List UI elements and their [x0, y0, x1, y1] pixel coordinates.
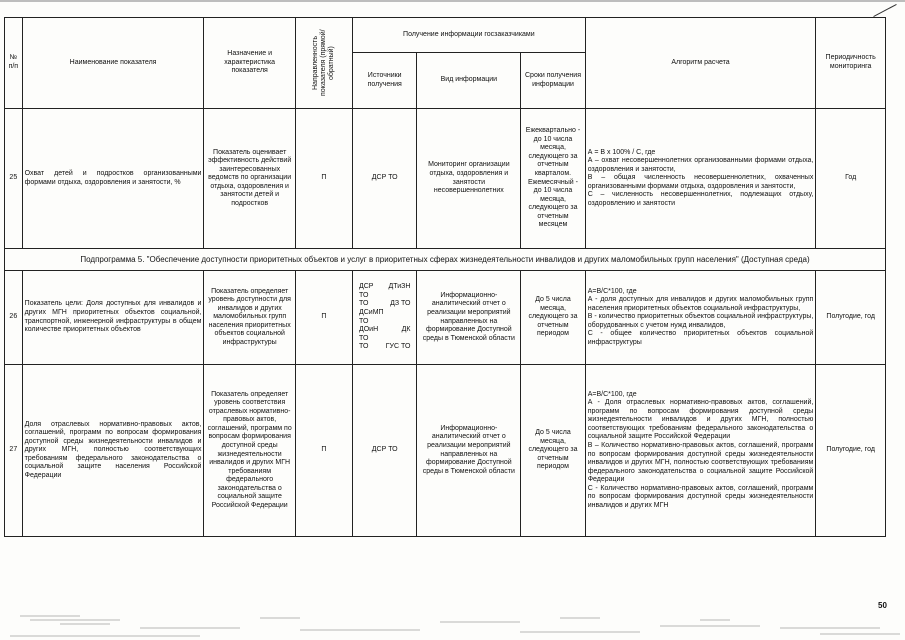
algorithm-line: А – охват несовершеннолетних организованными формами отдыха, оздоровления и занятости,	[587, 157, 814, 173]
info-sources: ДСР ТО	[353, 365, 417, 537]
scan-top-edge	[0, 0, 905, 2]
info-deadlines: До 5 числа месяца, следующего за отчетным периодом	[521, 365, 585, 537]
source-entry: ТО	[359, 343, 369, 351]
section-row	[5, 249, 886, 271]
source-entry	[386, 309, 411, 326]
source-entry: ДСиМП ТО	[359, 308, 384, 325]
source-entry: ДОиН ТО	[359, 326, 379, 342]
header-num: № п/п	[5, 18, 23, 109]
algorithm-line: А = В х 100% / С, где	[587, 148, 656, 156]
algorithm-cell	[585, 109, 816, 249]
indicator-name: Охват детей и подростков организованными формами отдыха, оздоровления и занятости, %	[22, 109, 204, 249]
info-type: Мониторинг организации отдыха, оздоровления и занятости несовершеннолетних	[417, 109, 521, 249]
header-direction	[295, 18, 352, 109]
algorithm-cell	[585, 365, 816, 537]
algorithm-line: А - доля доступных для инвалидов и других маломобильных групп населения приоритетных объектов социальной инфраструктуры,	[587, 296, 814, 312]
periodicity: Год	[816, 109, 886, 249]
source-entry: ДТиЗН	[388, 283, 411, 291]
row-num: 25	[5, 109, 23, 249]
section-title: Подпрограмма 5. "Обеспечение доступности приоритетных объектов и услуг в приоритетных сферах жизнедеятельности инвалидов и других маломобильных групп населения" (Доступная среда)	[5, 249, 886, 271]
algorithm-line: А - Доля отраслевых нормативно-правовых актов, соглашений, программ по вопросам формирования доступной среды жизнедеятельности инвалидов и других МГН, полностью соответствующих требованиям федерального законодательства о социальной защите Российской Федерации	[587, 399, 814, 441]
table-row-25	[5, 109, 886, 249]
header-deadlines: Сроки получения информации	[521, 53, 585, 109]
algorithm-line: В – Количество нормативно-правовых актов, соглашений, программ по вопросам формирования доступной среды жизнедеятельности инвалидов и других МГН, полностью соответствующих требованиям федерального законодательства о социальной защите Российской Федерации	[587, 441, 814, 484]
source-entry: ТО	[359, 300, 369, 308]
algorithm-line: В – общая численность несовершеннолетних, охваченных организованными формами отдыха, оздоровления и занятости,	[587, 174, 814, 190]
header-direction-text: Направленность показателя (прямой/обратный)	[311, 29, 335, 97]
scan-pen-mark	[873, 4, 896, 17]
header-algorithm: Алгоритм расчета	[585, 18, 816, 109]
periodicity: Полугодие, год	[816, 271, 886, 365]
row-num: 26	[5, 271, 23, 365]
indicator-name: Показатель цели: Доля доступных для инвалидов и других МГН приоритетных объектов социальной, транспортной, инженерной инфраструктуры в общем количестве приоритетных объектов	[22, 271, 204, 365]
indicator-purpose: Показатель определяет уровень соответствия отраслевых нормативно-правовых актов, соглашений, программ по вопросам формирования доступной среды жизнедеятельности инвалидов и других МГН требованиям федерального законодательства о социальной защите Российской Федерации	[204, 365, 295, 537]
info-type: Информационно-аналитический отчет о реализации мероприятий направленных на формирование Доступной среды в Тюменской области	[417, 365, 521, 537]
info-deadlines: До 5 числа месяца, следующего за отчетным периодом	[521, 271, 585, 365]
info-sources: ДСР ТО	[353, 109, 417, 249]
algorithm-line: С – численность несовершеннолетних, подлежащих отдыху, оздоровлению и занятости	[587, 191, 814, 207]
indicator-purpose: Показатель оценивает эффективность действий заинтересованных ведомств по организации отдыха, оздоровления и занятости детей и подростков	[204, 109, 295, 249]
header-purpose: Назначение и характеристика показателя	[204, 18, 295, 109]
header-info-type: Вид информации	[417, 53, 521, 109]
algorithm-line: В - количество приоритетных объектов социальной инфраструктуры, оборудованных с учетом нужд инвалидов,	[587, 313, 814, 329]
scan-bleed-through	[0, 606, 905, 640]
source-entry: ДСР ТО	[359, 283, 374, 299]
header-name: Наименование показателя	[22, 18, 204, 109]
source-entry: ГУС ТО	[385, 343, 411, 351]
algorithm-line: А=В/С*100, где	[587, 287, 637, 295]
source-entry: ДЗ ТО	[390, 300, 411, 308]
indicator-purpose: Показатель определяет уровень доступности для инвалидов и других маломобильных групп населения приоритетных объектов социальной инфраструктуры	[204, 271, 295, 365]
info-type: Информационно-аналитический отчет о реализации мероприятий направленных на формирование Доступной среды в Тюменской области	[417, 271, 521, 365]
indicators-table	[4, 17, 886, 537]
page-number: 50	[878, 601, 887, 610]
row-num: 27	[5, 365, 23, 537]
algorithm-cell	[585, 271, 816, 365]
header-row-1	[5, 18, 886, 53]
table-row-27	[5, 365, 886, 537]
table-row-26	[5, 271, 886, 365]
indicator-direction: П	[295, 271, 352, 365]
header-sources: Источники получения	[353, 53, 417, 109]
algorithm-line: А=В/С*100, где	[587, 390, 637, 398]
info-deadlines: Ежеквартально - до 10 числа месяца, следующего за отчетным кварталом. Ежемесячный - до 10 числа месяца, следующего за отчетным месяцем	[521, 109, 585, 249]
header-periodicity: Периодичность мониторинга	[816, 18, 886, 109]
algorithm-line: С - общее количество приоритетных объектов социальной инфраструктуры	[587, 330, 814, 346]
algorithm-line: С - Количество нормативно-правовых актов, соглашений, программ по вопросам формирования доступной среды жизнедеятельности инвалидов и других МГН	[587, 484, 814, 509]
indicator-direction: П	[295, 365, 352, 537]
indicator-name: Доля отраслевых нормативно-правовых актов, соглашений, программ по вопросам формирования доступной среды жизнедеятельности инвалидов и других МГН, полностью соответствующих требованиям федерального законодательства о социальной защите населения Российской Федерации	[22, 365, 204, 537]
periodicity: Полугодие, год	[816, 365, 886, 537]
info-sources	[353, 271, 417, 365]
indicator-direction: П	[295, 109, 352, 249]
source-entry: ДК	[401, 326, 411, 334]
header-receipt-group: Получение информации госзаказчиками	[353, 18, 586, 53]
